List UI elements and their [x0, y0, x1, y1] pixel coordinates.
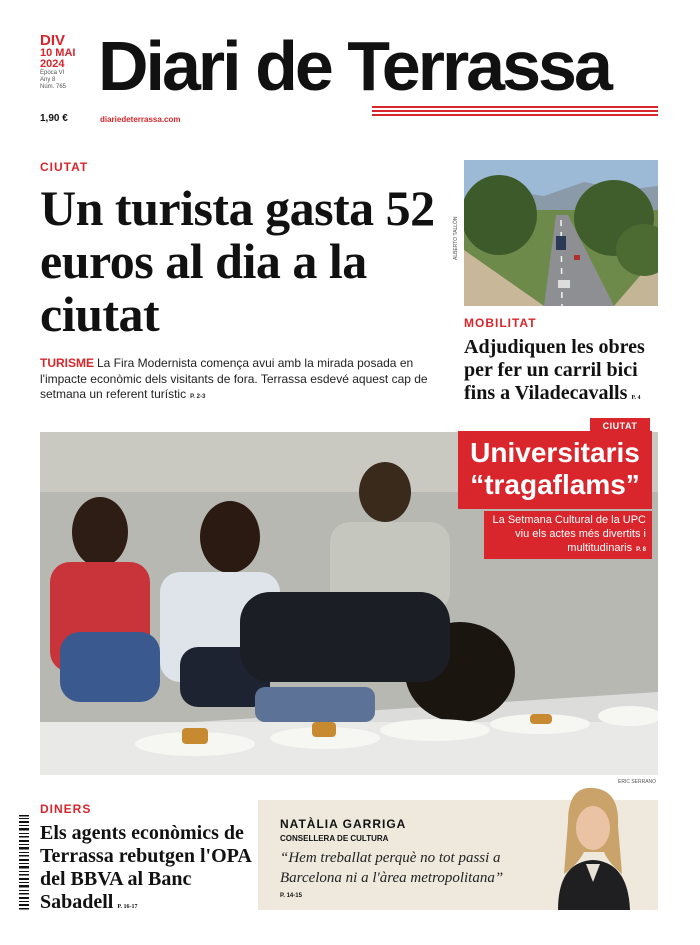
portrait-illustration [538, 782, 648, 910]
interview-name: NATÀLIA GARRIGA [280, 817, 407, 831]
issue-any: Any 8 [40, 77, 56, 83]
mobilitat-headline-text: Adjudiquen les obres per fer un carril bici fins a Viladecavalls [464, 336, 645, 404]
feature-pages: P. 8 [636, 547, 646, 553]
barcode [7, 815, 29, 910]
lead-text: La Fira Modernista comença avui amb la mirada posada en l'impacte econòmic dels visitants de fora. Terrassa esdevé aquest cap de setmana un referent turístic [40, 356, 428, 401]
issue-price: 1,90 € [40, 113, 68, 124]
mobilitat-headline[interactable] [464, 336, 664, 410]
top-story-headline[interactable]: Un turista gasta 52 euros al dia a la ciutat [40, 180, 435, 342]
feature-photo-credit: ERIC SERRANO [618, 779, 657, 785]
feature-subhead-text: La Setmana Cultural de la UPC viu els actes més divertits i multitudinaris [492, 514, 646, 554]
interview-pages: P. 14-15 [280, 893, 302, 899]
diners-headline-text: Els agents econòmics de Terrassa rebutgen l'OPA del BBVA al Banc Sabadell [40, 822, 251, 913]
lead-pages: P. 2-3 [190, 394, 206, 400]
newspaper-logo[interactable]: Diari de Terrassa [98, 27, 610, 105]
diners-headline[interactable] [40, 822, 255, 919]
issue-number: Núm. 765 [40, 84, 67, 90]
interview-quote: “Hem treballat perquè no tot passi a Barcelona ni a l'àrea metropolitana” [280, 850, 504, 886]
issue-year: 2024 [40, 58, 65, 70]
road-photo-illustration [464, 160, 658, 306]
feature-headline-line2: “tragaflams” [470, 469, 640, 500]
top-story-lead [40, 356, 440, 406]
masthead-info [40, 34, 100, 91]
feature-headline-line1: Universitaris [470, 437, 640, 468]
road-photo-credit: ALBERTO TALLÓN [453, 216, 459, 260]
issue-epoca: Època VI [40, 70, 65, 76]
website-link[interactable]: diariedeterrassa.com [100, 115, 181, 124]
feature-headline[interactable] [458, 431, 652, 509]
logo-underlines [372, 106, 658, 118]
top-story-kicker: CIUTAT [40, 160, 89, 174]
diners-kicker: DINERS [40, 802, 92, 816]
mobilitat-pages: P. 4 [631, 395, 641, 401]
interview-portrait [538, 782, 648, 910]
issue-day: DIV [40, 32, 66, 49]
diners-pages: P. 16-17 [117, 904, 138, 910]
interview-role: CONSELLERA DE CULTURA [280, 834, 389, 843]
issue-date: 10 MAI [40, 47, 76, 59]
mobilitat-kicker: MOBILITAT [464, 316, 537, 330]
road-photo[interactable] [464, 160, 658, 306]
lead-tag: TURISME [40, 356, 94, 370]
feature-subhead [484, 511, 652, 559]
feature-tag: CIUTAT [590, 418, 650, 434]
barcode-graphic [7, 815, 29, 910]
